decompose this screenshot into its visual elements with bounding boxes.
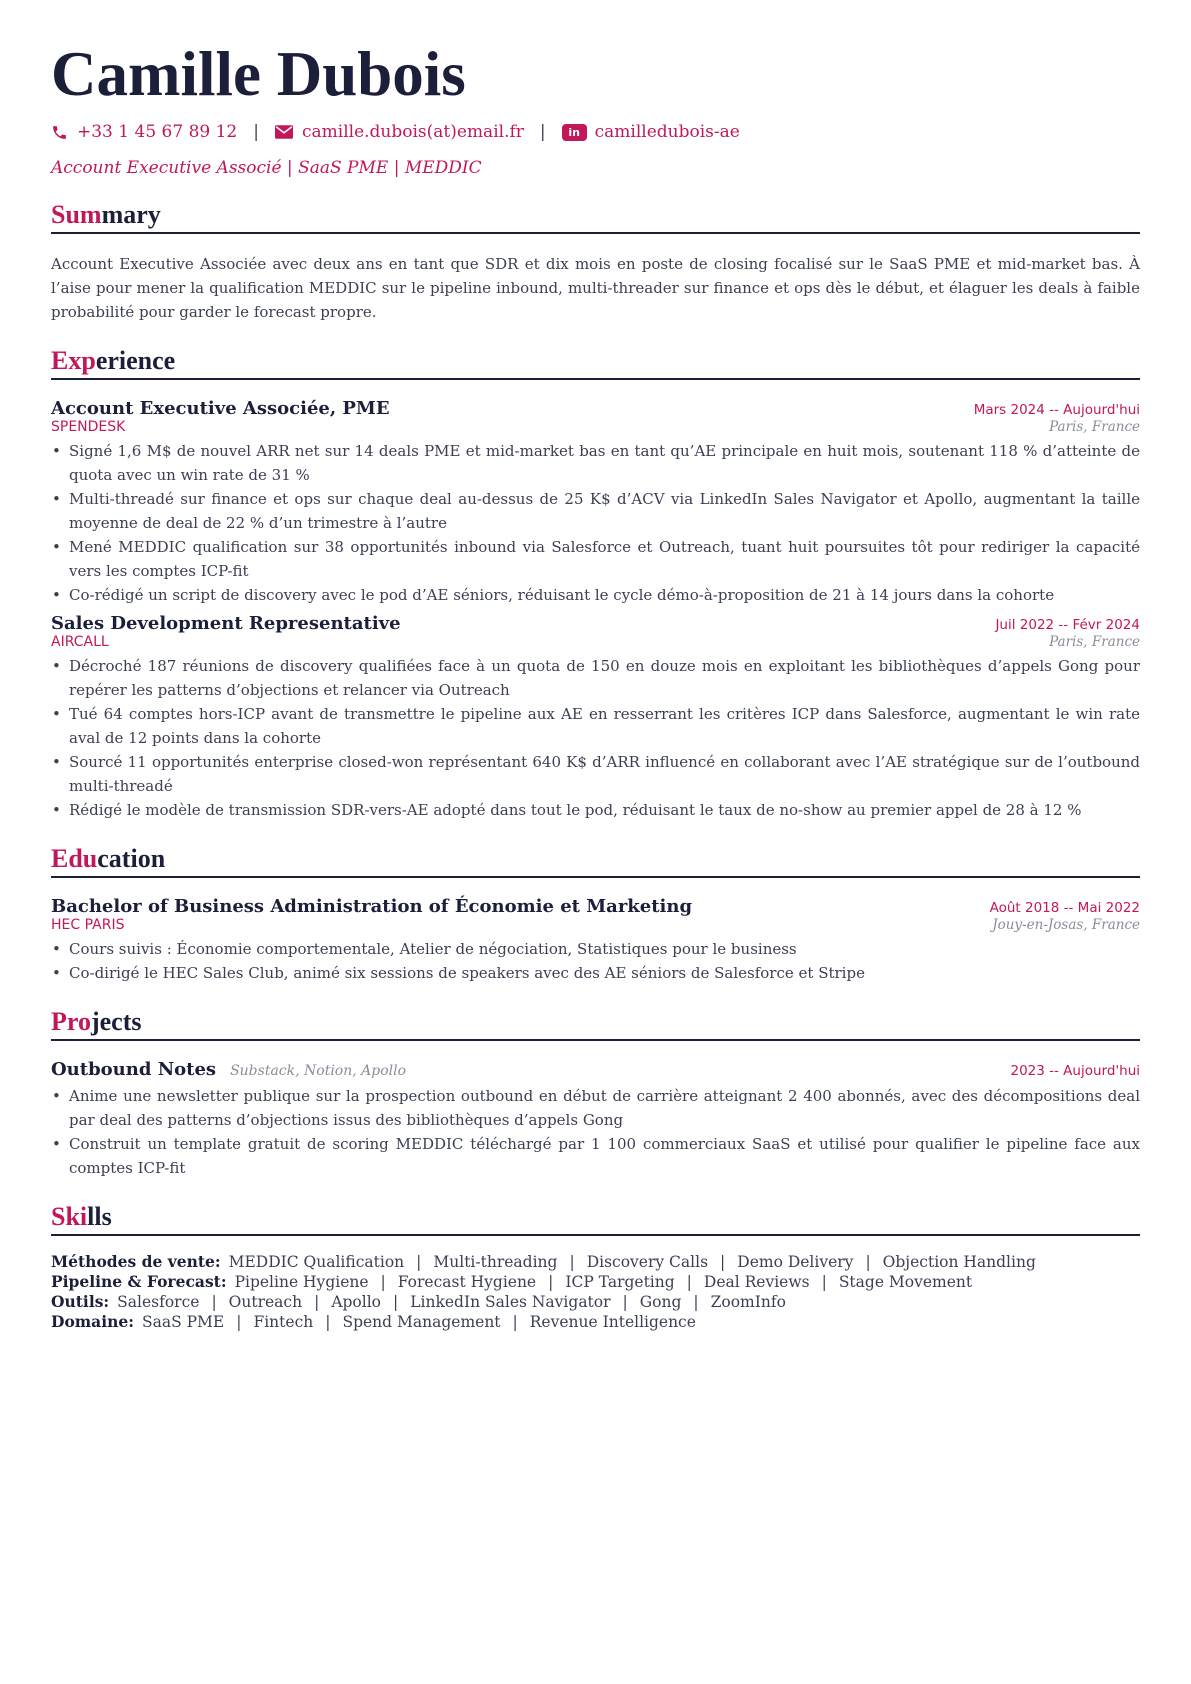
- skill-separator: |: [512, 1313, 518, 1331]
- bullet-item: • Mené MEDDIC qualification sur 38 opportunités inbound via Salesforce et Outreach, tuant huit poursuites tôt pour rediriger la capacité vers les comptes ICP-fit: [69, 535, 1140, 583]
- skill-line: [51, 1292, 1140, 1312]
- bullet-item: • Signé 1,6 M$ de nouvel ARR net sur 14 deals PME et mid-market bas en tant qu’AE principale en huit mois, soutenant 118 % d’atteinte de quota avec un win rate de 31 %: [69, 439, 1140, 487]
- first-name: Camille: [51, 39, 261, 109]
- skill-item: Discovery Calls: [586, 1253, 709, 1271]
- company-name: SPENDESK: [51, 419, 126, 435]
- bullet-item: • Co-rédigé un script de discovery avec le pod d’AE séniors, réduisant le cycle démo-à-proposition de 21 à 14 jours dans la cohorte: [69, 583, 1140, 607]
- project-entry: [51, 1059, 1140, 1180]
- skill-item: ZoomInfo: [710, 1293, 786, 1311]
- section-heading: Education: [51, 844, 1140, 878]
- skills-section: [51, 1202, 1140, 1332]
- company-name: AIRCALL: [51, 634, 109, 650]
- skills-list: [51, 1252, 1140, 1332]
- contact-phone[interactable]: [51, 122, 237, 142]
- bullet-item: • Cours suivis : Économie comportementale, Atelier de négociation, Statistiques pour le business: [69, 937, 1140, 961]
- bullet-list: [51, 439, 1140, 607]
- contact-bar: [51, 120, 1140, 144]
- candidate-name: [51, 38, 1140, 110]
- skill-separator: |: [693, 1293, 699, 1311]
- skill-item: Fintech: [253, 1313, 314, 1331]
- skill-separator: |: [236, 1313, 242, 1331]
- skill-separator: |: [380, 1273, 386, 1291]
- bullet-item: • Décroché 187 réunions de discovery qualifiées face à un quota de 150 en douze mois en exploitant les bibliothèques d’appels Gong pour repérer les patterns d’objections et relancer via Outreach: [69, 654, 1140, 702]
- skill-item: SaaS PME: [141, 1313, 225, 1331]
- phone-icon: [51, 124, 68, 141]
- experience-entry: [51, 613, 1140, 822]
- bullet-item: • Construit un template gratuit de scoring MEDDIC téléchargé par 1 100 commerciaux SaaS et utilisé pour qualifier le pipeline face aux comptes ICP-fit: [69, 1132, 1140, 1180]
- skill-category: Domaine:: [51, 1312, 134, 1331]
- bullet-item: • Rédigé le modèle de transmission SDR-vers-AE adopté dans tout le pod, réduisant le taux de no-show au premier appel de 28 à 12 %: [69, 798, 1140, 822]
- education-entry: [51, 896, 1140, 985]
- skill-item: Apollo: [331, 1293, 382, 1311]
- job-location: Paris, France: [1049, 419, 1140, 435]
- skill-item: Multi-threading: [433, 1253, 558, 1271]
- section-heading: Projects: [51, 1007, 1140, 1041]
- contact-linkedin[interactable]: [562, 122, 740, 142]
- bullet-item: • Co-dirigé le HEC Sales Club, animé six sessions de speakers avec des AE séniors de Salesforce et Stripe: [69, 961, 1140, 985]
- section-heading: Skills: [51, 1202, 1140, 1236]
- section-heading: Experience: [51, 346, 1140, 380]
- contact-separator: |: [253, 122, 259, 142]
- skill-item: Outreach: [228, 1293, 303, 1311]
- skill-item: Deal Reviews: [703, 1273, 810, 1291]
- skill-separator: |: [393, 1293, 399, 1311]
- bullet-item: • Sourcé 11 opportunités enterprise closed-won représentant 640 K$ d’ARR influencé en collaborant avec l’AE stratégique sur de l’outbound multi-threadé: [69, 750, 1140, 798]
- skill-item: Revenue Intelligence: [529, 1313, 696, 1331]
- skill-item: Salesforce: [117, 1293, 200, 1311]
- skill-item: Objection Handling: [882, 1253, 1036, 1271]
- linkedin-icon: in: [562, 124, 587, 141]
- skill-category: Outils:: [51, 1292, 110, 1311]
- contact-email[interactable]: [275, 122, 524, 142]
- experience-entry: [51, 398, 1140, 607]
- skill-separator: |: [865, 1253, 871, 1271]
- skill-item: LinkedIn Sales Navigator: [410, 1293, 611, 1311]
- bullet-list: [51, 654, 1140, 822]
- school-name: HEC PARIS: [51, 917, 125, 933]
- skill-category: Pipeline & Forecast:: [51, 1272, 227, 1291]
- bullet-item: • Anime une newsletter publique sur la prospection outbound en début de carrière atteignant 2 400 abonnés, avec des décompositions deal par deal des patterns d’objections issus des bibliothèques d’appels Gong: [69, 1084, 1140, 1132]
- projects-section: [51, 1007, 1140, 1180]
- skill-line: [51, 1252, 1140, 1272]
- skill-item: Pipeline Hygiene: [234, 1273, 369, 1291]
- project-dates: 2023 -- Aujourd'hui: [1010, 1063, 1140, 1079]
- skill-item: Spend Management: [342, 1313, 501, 1331]
- bullet-item: • Tué 64 comptes hors-ICP avant de transmettre le pipeline aux AE en resserrant les critères ICP dans Salesforce, augmentant le win rate aval de 12 points dans la cohorte: [69, 702, 1140, 750]
- degree-title: Bachelor of Business Administration of Économie et Marketing: [51, 896, 693, 917]
- section-heading: Summary: [51, 200, 1140, 234]
- bullet-item: • Multi-threadé sur finance et ops sur chaque deal au-dessus de 25 K$ d’ACV via LinkedIn Sales Navigator et Apollo, augmentant la taille moyenne de deal de 22 % d’un trimestre à l’autre: [69, 487, 1140, 535]
- tagline: Account Executive Associé | SaaS PME | MEDDIC: [51, 158, 482, 178]
- project-name-wrap: [51, 1059, 406, 1080]
- education-section: [51, 844, 1140, 985]
- skill-separator: |: [325, 1313, 331, 1331]
- skill-separator: |: [622, 1293, 628, 1311]
- skill-separator: |: [416, 1253, 422, 1271]
- skill-category: Méthodes de vente:: [51, 1252, 221, 1271]
- experience-section: [51, 346, 1140, 822]
- linkedin-text: camilledubois-ae: [594, 122, 740, 142]
- skill-item: Stage Movement: [838, 1273, 973, 1291]
- education-dates: Août 2018 -- Mai 2022: [989, 900, 1140, 916]
- job-title: Account Executive Associée, PME: [51, 398, 390, 419]
- bullet-list: [51, 1084, 1140, 1180]
- summary-text: Account Executive Associée avec deux ans en tant que SDR et dix mois en poste de closing focalisé sur le SaaS PME et mid-market bas. À l’aise pour mener la qualification MEDDIC sur le pipeline inbound, multi-threader sur finance et ops dès le début, et élaguer les deals à faible probabilité pour garder le forecast propre.: [51, 255, 1140, 321]
- summary-section: [51, 200, 1140, 324]
- job-location: Paris, France: [1049, 634, 1140, 650]
- skill-separator: |: [569, 1253, 575, 1271]
- email-text: camille.dubois(at)email.fr: [301, 122, 524, 142]
- contact-separator: |: [539, 122, 546, 142]
- skill-separator: |: [314, 1293, 320, 1311]
- skill-item: Demo Delivery: [737, 1253, 854, 1271]
- skill-item: MEDDIC Qualification: [228, 1253, 405, 1271]
- skill-line: [51, 1272, 1140, 1292]
- skill-separator: |: [211, 1293, 217, 1311]
- skill-line: [51, 1312, 1140, 1332]
- skill-separator: |: [548, 1273, 554, 1291]
- job-dates: Mars 2024 -- Aujourd'hui: [973, 402, 1140, 418]
- skill-item: ICP Targeting: [565, 1273, 675, 1291]
- skill-separator: |: [686, 1273, 692, 1291]
- last-name: Dubois: [276, 39, 466, 109]
- project-name: Outbound Notes: [51, 1059, 217, 1080]
- envelope-icon: [275, 125, 293, 139]
- skill-separator: |: [720, 1253, 726, 1271]
- skill-item: Forecast Hygiene: [397, 1273, 537, 1291]
- skill-item: Gong: [639, 1293, 682, 1311]
- job-dates: Juil 2022 -- Févr 2024: [995, 617, 1140, 633]
- bullet-list: [51, 937, 1140, 985]
- job-title: Sales Development Representative: [51, 613, 401, 634]
- project-tech: Substack, Notion, Apollo: [230, 1063, 407, 1079]
- skill-separator: |: [821, 1273, 827, 1291]
- phone-text: +33 1 45 67 89 12: [77, 122, 238, 142]
- school-location: Jouy-en-Josas, France: [992, 917, 1140, 933]
